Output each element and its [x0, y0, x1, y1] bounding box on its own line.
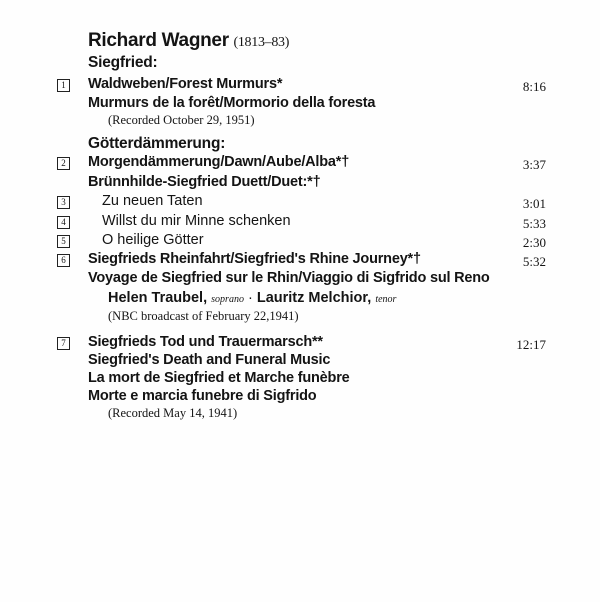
performer-role: tenor — [375, 294, 397, 305]
composer-name: Richard Wagner — [88, 30, 229, 51]
track-duration: 8:16 — [522, 79, 546, 94]
track-number-box: 5 — [57, 235, 70, 248]
track-title: O heilige Götter — [102, 232, 204, 248]
track-title: Siegfrieds Tod und Trauermarsch** — [88, 334, 323, 350]
track-duration: 2:30 — [522, 235, 546, 250]
track-duration: 3:01 — [522, 196, 546, 211]
composer-dates: (1813–83) — [233, 35, 290, 50]
track-duration: 5:32 — [522, 254, 546, 269]
track-number-box: 2 — [57, 157, 70, 170]
track-duration: 5:33 — [522, 216, 546, 231]
track-title: Siegfrieds Rheinfahrt/Siegfried's Rhine Journey*† — [88, 251, 421, 267]
track-alt-title: Siegfried's Death and Funeral Music — [88, 352, 331, 368]
performers-line — [108, 290, 396, 306]
track-duration: 12:17 — [516, 337, 546, 352]
composer-heading — [88, 29, 289, 52]
track-alt-title: Morte e marcia funebre di Sigfrido — [88, 388, 317, 404]
track-duration: 3:37 — [522, 157, 546, 172]
track-alt-title: Murmurs de la forêt/Mormorio della foresta — [88, 95, 376, 111]
track-alt-title: Voyage de Siegfried sur le Rhin/Viaggio di Sigfrido sul Reno — [88, 270, 490, 286]
track-alt-title: La mort de Siegfried et Marche funèbre — [88, 370, 350, 386]
recording-note: (NBC broadcast of February 22,1941) — [108, 309, 299, 323]
track-number-box: 3 — [57, 196, 70, 209]
recording-note: (Recorded May 14, 1941) — [108, 406, 238, 420]
track-number-box: 1 — [57, 79, 70, 92]
group-title: Brünnhilde-Siegfried Duett/Duet:*† — [88, 174, 321, 190]
performer-name: Lauritz Melchior, — [256, 290, 372, 306]
track-title: Zu neuen Taten — [102, 193, 203, 209]
track-title: Waldweben/Forest Murmurs* — [88, 76, 283, 92]
recording-note: (Recorded October 29, 1951) — [108, 113, 255, 127]
separator: · — [247, 290, 253, 306]
opera-title-siegfried: Siegfried: — [88, 54, 158, 71]
track-number-box: 7 — [57, 337, 70, 350]
performer-name: Helen Traubel, — [108, 290, 208, 306]
track-number-box: 6 — [57, 254, 70, 267]
track-title: Willst du mir Minne schenken — [102, 213, 291, 229]
opera-title-gotterdammerung: Götterdämmerung: — [88, 135, 226, 152]
track-title: Morgendämmerung/Dawn/Aube/Alba*† — [88, 154, 350, 170]
track-number-box: 4 — [57, 216, 70, 229]
performer-role: soprano — [211, 294, 244, 305]
